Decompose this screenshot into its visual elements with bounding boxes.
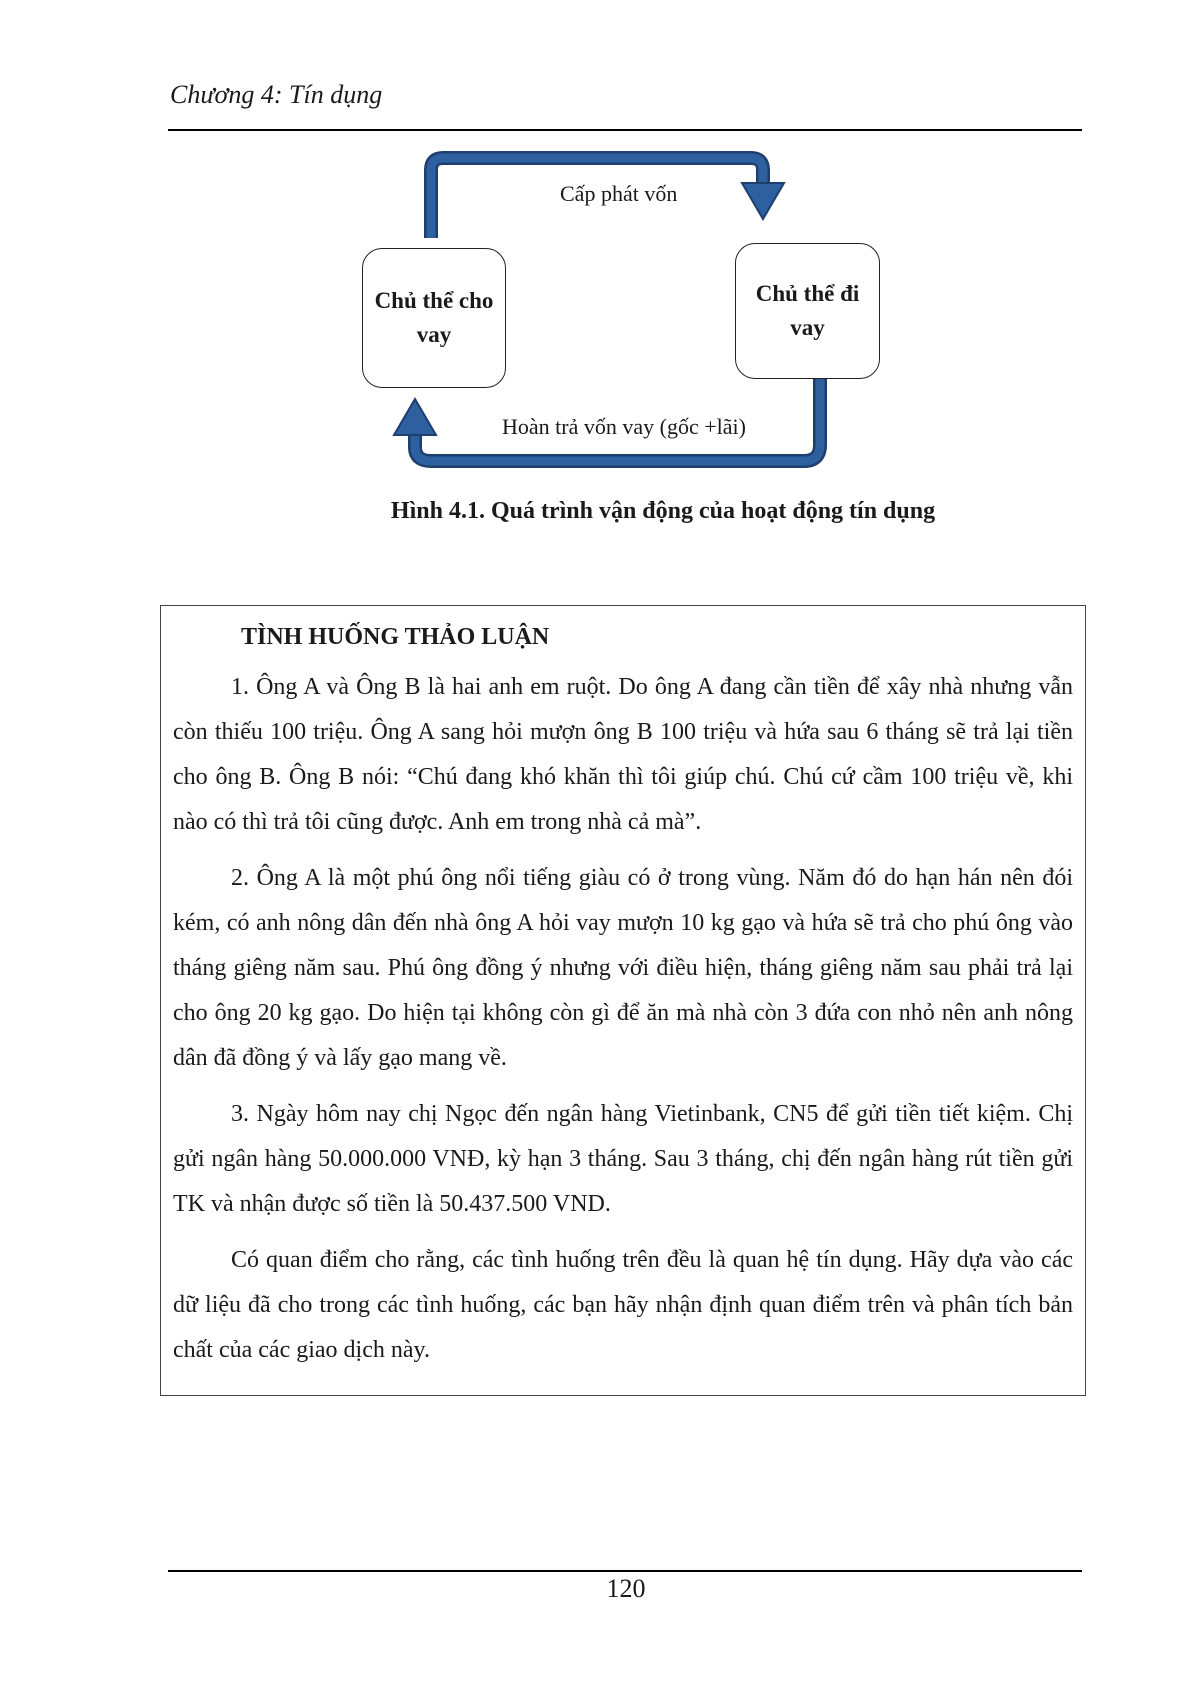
footer-rule	[168, 1570, 1082, 1572]
top-arrowhead	[742, 183, 784, 219]
top-edge-label: Cấp phát vốn	[560, 181, 678, 206]
discussion-box	[160, 605, 1086, 1396]
case-paragraph-2: 2. Ông A là một phú ông nổi tiếng giàu có ở trong vùng. Năm đó do hạn hán nên đói kém, có anh nông dân đến nhà ông A hỏi vay mượn 10 kg gạo và hứa sẽ trả cho phú ông vào tháng giêng năm sau. Phú ông đồng ý nhưng với điều hiện, tháng giêng năm sau phải trả lại cho ông 20 kg gạo. Do hiện tại không còn gì để ăn mà nhà còn 3 đứa con nhỏ nên anh nông dân đã đồng ý và lấy gạo mang về.	[173, 865, 1073, 1071]
page-number: 120	[606, 1574, 646, 1603]
bottom-arrowhead	[394, 399, 436, 435]
chapter-header: Chương 4: Tín dụng	[170, 80, 383, 109]
header-rule	[168, 129, 1082, 131]
discussion-title: TÌNH HUỐNG THẢO LUẬN	[241, 624, 550, 650]
case-paragraph-1: 1. Ông A và Ông B là hai anh em ruột. Do ông A đang cần tiền để xây nhà nhưng vẫn còn thiếu 100 triệu. Ông A sang hỏi mượn ông B 100 triệu và hứa sau 6 tháng sẽ trả lại tiền cho ông B. Ông B nói: “Chú đang khó khăn thì tôi giúp chú. Chú cứ cầm 100 triệu về, khi nào có thì trả tôi cũng được. Anh em trong nhà cả mà”.	[173, 674, 1073, 835]
figure-caption: Hình 4.1. Quá trình vận động của hoạt động tín dụng	[390, 498, 936, 524]
lender-node: Chủ thể cho vay	[362, 248, 506, 388]
discussion-question: Có quan điểm cho rằng, các tình huống trên đều là quan hệ tín dụng. Hãy dựa vào các dữ liệu đã cho trong các tình huống, các bạn hãy nhận định quan điểm trên và phân tích bản chất của các giao dịch này.	[173, 1247, 1073, 1363]
case-paragraph-3: 3. Ngày hôm nay chị Ngọc đến ngân hàng Vietinbank, CN5 để gửi tiền tiết kiệm. Chị gửi ngân hàng 50.000.000 VNĐ, kỳ hạn 3 tháng. Sau 3 tháng, chị đến ngân hàng rút tiền gửi TK và nhận được số tiền là 50.437.500 VND.	[173, 1101, 1073, 1217]
borrower-node: Chủ thể đi vay	[735, 243, 880, 379]
credit-flow-diagram	[340, 145, 900, 485]
bottom-edge-label: Hoàn trả vốn vay (gốc +lãi)	[502, 414, 746, 439]
